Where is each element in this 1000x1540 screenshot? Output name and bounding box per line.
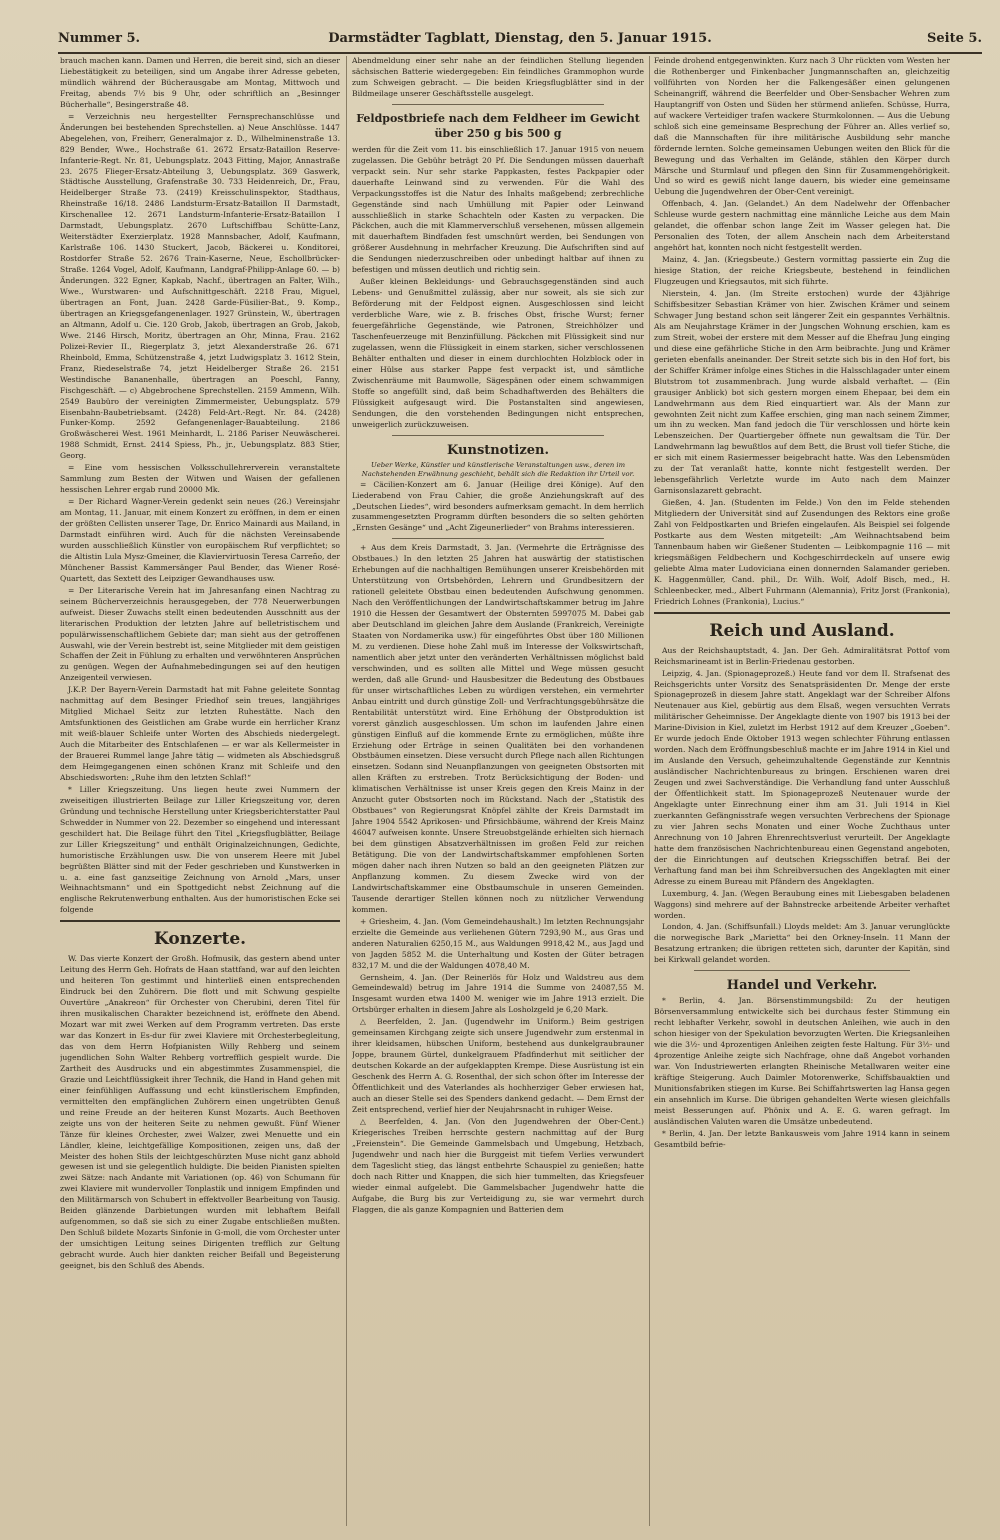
column-rule [649,56,650,1526]
article-text: Gernsheim, 4. Jan. (Der Reinerlös für Holz und Waldstreu aus dem Gemeindewald) betrug im Jahre 1914 die Summe von 24087,55 M. Insgesamt wurden etwa 1400 M. weniger wie im Jahre 1913 erzielt. Die Ortsbürger erhalten in diesem Jahre als Losholzgeld je 6,20 Mark. [352,972,644,1015]
issue-number: Nummer 5. [58,31,141,46]
article-text: = Der Richard Wagner-Verein gedenkt sein neues (26.) Vereinsjahr am Montag, 11. Januar, mit einem Konzert zu eröffnen, in dem er einen der größten Cellisten unserer Tage, Dr. Enrico Mainardi aus Mailand, in Darmstadt einführen wird. Auch für die nächsten Vereinsabende wurden ausschließlich Künstler von europäischem Ruf verpflichtet; so die Altistin Lula Mysz-Gmeiner, die Klaviervirtuosin Teresa Carreño, der Münchener Bassist Kammersänger Paul Bender, das Wiener Rosé-Quartett, das Sextett des Leipziger Gewandhauses usw. [60,497,340,583]
section-heading-kunstnotizen: Kunstnotizen. [447,442,549,458]
divider [392,538,604,539]
article-text: Offenbach, 4. Jan. (Gelandet.) An dem Nadelwehr der Offenbacher Schleuse wurde gestern nachmittag eine männliche Leiche aus dem Main gelandet, die offenbar schon lange Zeit im Wasser gelegen hat. Die Personalien des Toten, der allem Anschein nach dem Arbeiterstand angehört hat, konnten noch nicht festgestellt werden. [654,199,950,253]
column-3 [654,56,950,1528]
section-heading-handel-und-verkehr: Handel und Verkehr. [726,978,878,994]
section-heading-konzerte: Konzerte. [153,929,247,950]
article-text: * Berlin, 4. Jan. Der letzte Bankausweis vom Jahre 1914 kann in seinem Gesamtbild befrie- [654,1128,950,1149]
article-text: = Eine vom hessischen Volksschullehrerverein veranstaltete Sammlung zum Besten der Witwen und Waisen der gefallenen hessischen Lehrer ergab rund 20000 Mk. [60,463,340,495]
section-divider [654,612,950,614]
article-text: + Aus dem Kreis Darmstadt, 3. Jan. (Vermehrte die Erträgnisse des Obstbaues.) In den letzten 25 Jahren hat auswärtig der statistischen Erhebungen auf die nachhaltigen Bemühungen unserer Kreisbehörden mit Unterstützung von Ortsbehörden, Lehrern und Grundbesitzern der rationell geleitete Obstbau einen bedeutenden Aufschwung genommen. Nach den Veröffentlichungen der Landwirtschaftskammer betrug im Jahre 1910 die Hessen der Gesamtwert der Obsternten 5997075 M. Dabei gab aber Deutschland im gleichen Jahre dem Auslande (Frankreich, Vereinigte Staaten von Nordamerika usw.) für eingeführtes Obst über 180 Millionen M. zu verdienen. Diese hohe Zahl muß im Interesse der Volkswirtschaft, namentlich aber jetzt unter den veränderten Verhältnissen möglichst bald verschwinden, und es sollten alle Mittel und Wege müssen gesucht werden, daß alle Grund- und Hausbesitzer die Bedeutung des Obstbaues für unser wirtschaftliches Leben zu würdigen verstehen, ein vermehrter Anbau eintritt und durch günstige Zoll- und Verfrachtungsgebührsätze die Rentabilität unterstützt wird. Eine Erhöhung der Obstproduktion ist vorerst gänzlich ausgeschlossen. Um schon im laufenden Jahre einen günstigen Einfluß auf die kommende Ernte zu ermöglichen, müßte ihre Erziehung oder Erträge in seinen Qualitäten bei den vorhandenen Obstbäumen einsetzen. Diese versucht durch Pflege nach allen Richtungen einsetzen. Sodann sind Neuanpflanzungen von geeigneten Obstsorten mit allen Kräften zu erstreben. Trotz Berücksichtigung der Boden- und klimatischen Verhältnisse ist unser Kreis gegen den Kreis Mainz in der Anzucht guter Obstsorten noch im Rückstand. Nach der „Statistik des Obstbaues“ von Regierungsrat Knöpfel zählte der Kreis Darmstadt im Jahre 1904 5542 Aprikosen- und Pfirsichbäume, während der Kreis Mainz 46047 aufweisen konnte. Unsere Streuobstgelände erhielten sich hiernach bei dem günstigen Absatzverhältnissen im großen Feld zur reichen Betätigung. Die von der Landwirtschaftskammer empfohlenen Sorten mögen daher nach ihren Nutzen so bald an den geeigneten Plätzen zur Anpflanzung kommen. Zu diesem Zwecke wird von der Landwirtschaftskammer eine Obstbaumschule in unseren Gemeinden. Tausende derartiger Stellen können noch zu nützlicher Verwendung kommen. [352,543,644,914]
article-text: Mainz, 4. Jan. (Kriegsbeute.) Gestern vormittag passierte ein Zug die hiesige Station, der reiche Kriegsbeute, bestehend in feindlichen Flugzeugen und Kriegsautos, mit sich führte. [654,255,950,287]
article-text: brauch machen kann. Damen und Herren, die bereit sind, sich an dieser Liebestätigkeit zu beteiligen, sind um Angabe ihrer Adresse gebeten, mündlich während der Bücherausgabe am Montag, Mittwoch und Freitag, abends 7½ bis 9 Uhr, oder schriftlich an „Besinnger Bücherhalle“, Besingerstraße 48. [60,56,340,109]
section-heading-reich-und-ausland: Reich und Ausland. [709,620,895,641]
divider [694,970,910,971]
article-text: △ Beerfelden, 4. Jan. (Von den Jugendwehren der Ober-Cent.) Kriegerisches Treiben herrschte gestern nachmittag auf der Burg „Freienstein“. Die Gemeinde Gammelsbach und Umgebung, Hetzbach, Jugendwehr und nach hier die Burggeist mit tiefem Verlies verwundert dem Tageslicht stieg, das längst entbehrte Schauspiel zu genießen; hatte doch nach Ritter und Knappen, die sich hier tummelten, das Kriegsfeuer wieder einmal aufgelebt. Die Gammelsbacher Jugendwehr hatte die Aufgabe, die Burg bis zur Verteidigung zu, sie war vermehrt durch Flaggen, die als ganze Kompagnien und Batterien dem [352,1116,644,1214]
article-text: Leipzig, 4. Jan. (Spionageprozeß.) Heute fand vor dem II. Strafsenat des Reichsgerichts unter Vorsitz des Senatspräsidenten Dr. Menge der erste Spionageprozeß in diesem Jahre statt. Angeklagt war der Schreiber Alfons Neutenauer aus Kiel, gebürtig aus dem Elsaß, wegen versuchten Verrats militärischer Geheimnisse. Der Angeklagte diente von 1907 bis 1913 bei der Marine-Division in Kiel, zuletzt im Herbst 1912 auf dem Kreuzer „Goeben“. Er wurde jedoch Ende Oktober 1913 wegen schlechter Führung entlassen worden. Nach dem Eröffnungsbeschluß machte er im Jahre 1914 in Kiel und im Auslande den Versuch, geheimzuhaltende Gegenstände zur Kenntnis ausländischer Nachrichtenbureaus zu bringen. Erschienen waren drei Zeugen und zwei Sachverständige. Die Verhandlung fand unter Ausschluß der Öffentlichkeit statt. Im Spionageprozeß Neutenauer wurde der Angeklagte unter Einrechnung einer ihm am 31. Juli 1914 in Kiel zuerkannten Gefängnisstrafe wegen versuchten Verbrechens der Spionage zu vier Jahren sechs Monaten und einer Woche Zuchthaus unter Anrechnung von 10 Jahren Ehrenrechtsverlust verurteilt. Der Angeklagte hatte dem französischen Nachrichtenbureau einen Gegenstand angeboten, der die Einrichtungen auf deutschen Kriegsschiffen betraf. Bei der Verhaftung fand man bei ihm Schreibversuchen des Angeklagten mit einer Adresse zu einem Bureau mit Pfändern des Angeklagten. [654,668,950,886]
page-number: Seite 5. [927,31,982,46]
section-divider [60,920,340,922]
article-text: △ Beerfelden, 2. Jan. (Jugendwehr im Uniform.) Beim gestrigen gemeinsamen Kirchgang zeigte sich unsere Jugendwehr zum erstenmal in ihrer kleidsamen, hübschen Uniform, bestehend aus dunkelgraubrauner Joppe, braunem Gürtel, dunkelgrauem Pfadfinderhut mit seitlicher der deutschen Kokarde an der aufgeklappten Krempe. Diese Ausrüstung ist ein Geschenk des Herrn A. G. Rosenthal, der sich schon öfter im Interesse der Öffentlichkeit und des Vaterlandes als hochherziger Geber erwiesen hat, auch an dieser Stelle sei des Spenders dankend gedacht. — Dem Ernst der Zeit entsprechend, verlief hier der Neujahrsnacht in ruhiger Weise. [352,1017,644,1114]
newspaper-title-date: Darmstädter Tagblatt, Dienstag, den 5. Januar 1915. [328,31,712,46]
article-text: Nierstein, 4. Jan. (Im Streite erstochen) wurde der 43jährige Schiffsbesitzer Sebastian Krämer von hier. Zwischen Krämer und seinem Schwager Jung bestand schon seit längerer Zeit ein gespanntes Verhältnis. Als am Neujahrstage Krämer in der Jungschen Wohnung erschien, kam es zum Streit, wobei der erstere mit dem Messer auf die Ehefrau Jung einging und diese eine gefährliche Stiche in den Arm beibrachte. Jung und Krämer gerieten ebenfalls aneinander. Der Streit setzte sich bis in den Hof fort, bis der Schiffer Krämer infolge eines Stiches in die Halsschlagader unter einem Blutstrom tot zusammenbrach. Jung wurde alsbald verhaftet. — (Ein grausiger Anblick) bot sich gestern morgen einem Ehepaar, bei dem ein Landwehrmann aus dem Ried einquartiert war. Als der Mann zur gewohnten Zeit nicht zum Kaffee erschien, ging man nach seinem Zimmer, um ihn zu wecken. Man fand jedoch die Tür verschlossen und hörte kein Lebenszeichen. Der Quartiergeber öffnete nun gewaltsam die Tür. Der Landwehrmann lag bewußtlos auf dem Bett, die Brust voll tiefer Stiche, die er sich mit einem Rasiermesser beigebracht hatte. Was den Lebensmüden zu der Tat veranlaßt hatte, konnte nicht festgestellt werden. Der lebensgefährlich Verletzte wurde im Auto nach dem Mainzer Garnisonslazarett gebracht. [654,289,950,496]
article-text: = Verzeichnis neu hergestellter Fernsprechanschlüsse und Änderungen bei bestehenden Sprechstellen. a) Neue Anschlüsse. 1447 Abegelehen, von, Freiherr, Generalmajor z. D., Wilhelminenstraße 13. 829 Bender, Wwe., Hochstraße 61. 2672 Ersatz-Bataillon Reserve-Infanterie-Regt. Nr. 81, Uebungsplatz. 2043 Fitting, Major, Annastraße 23. 2675 Flieger-Ersatz-Abteilung 3, Uebungsplatz. 369 Gaswerk, Städtische Ausstellung, Grafenstraße 30. 733 Heidenreich, Dr., Frau, Heidelberger Straße 73. (2419) Kreisschulinspektor, Stadthaus, Rheinstraße 16/18. 2486 Landsturm-Ersatz-Bataillon II Darmstadt, Kirschenallee 12. 2671 Landsturm-Infanterie-Ersatz-Bataillon I Darmstadt, Uebungsplatz. 2670 Luftschiffbau Schütte-Lanz, Weiterstädter Exerzierplatz. 1928 Mannsbacher, Adolf, Kaufmann, Karlstraße 106. 1430 Stuckert, Jacob, Bäckerei u. Konditorei, Rostdorfer Straße 52. 2676 Train-Kaserne, Neue, Eschollbrücker-Straße. 1264 Vogel, Adolf, Kaufmann, Landgraf-Philipp-Anlage 60. — b) Änderungen. 322 Egner, Kapkab, Nachf., übertragen an Falter, Wilh., Wwe., Wurstwaren- und Aufschnittgeschäft. 2218 Frau, Miguel, übertragen an Font, Juan. 2428 Garde-Füsilier-Bat., 9. Komp., übertragen an Kriegsgefangenenlager. 1927 Grünstein, W., übertragen an Altmann, Adolf u. Cie. 120 Grob, Jakob, übertragen an Grob, Jakob, Wwe. 2146 Hirsch, Moritz, übertragen an Ohr, Minna, Frau. 2162 Polizei-Revier II., Riegerplatz 3, jetzt Alexanderstraße 26. 671 Rheinbold, Emma, Schützenstraße 4, jetzt Ludwigsplatz 3. 1612 Stein, Franz, Riedeselstraße 74, jetzt Heidelberger Straße 26. 2151 Westindische Bananenhalle, übertragen an Poeschl, Fanny, Fischgeschäft. — c) Abgebrochene Sprechstellen. 2159 Ammenn, Wilh. 2549 Baubüro der vereinigten Zimmermeister, Uebungsplatz. 579 Eisenbahn-Baubetriebsamt. (2428) Feld-Art.-Regt. Nr. 84. (2428) Funker-Komp. 2592 Gefangenenlager-Bauabteilung. 2186 Großwäscherei West. 1961 Meinhardt, L. 2186 Pariser Neuwäscherei. 1988 Schmidt, Ernst. 2414 Spiess, Ph., jr., Uebungsplatz. 883 Stier, Georg. [60,111,340,461]
feldpost-heading: Feldpostbriefe nach dem Feldheer im Gewicht über 250 g bis 500 g [356,111,640,140]
article-text: Gießen, 4. Jan. (Studenten im Felde.) Von den im Felde stehenden Mitgliedern der Universität sind auf Zusendungen des Rektors eine große Zahl von Feldpostkarten und Briefen eingelaufen. Als Beispiel sei folgende Postkarte aus dem Westen mitgeteilt: „Am Weihnachtsabend beim Tannenbaum haben wir Gießener Studenten — Leibkompagnie 116 — mit kriegsmäßigen Feldbechern und Kochgeschirrdeckeln auf unsere ewig geliebte Alma mater Ludoviciana einen donnernden Salamander gerieben. K. Haggenmüller, Cand. phil., Dr. Wilh. Wolf, Adolf Bisch, med., H. Schleenbecker, med., Albert Fuhrmann (Alemannia), Fritz Jorst (Frankonia), Friedrich Lohnes (Frankonia), Lucius.“ [654,498,950,606]
divider [392,435,604,436]
article-text: * Liller Kriegszeitung. Uns liegen heute zwei Nummern der zweiseitigen illustrierten Beilage zur Liller Kriegszeitung vor, deren Gründung und technische Herstellung unter Kriegsberichterstatter Paul Schwedder in Nummer von 22. Dezember so eingehend und interessant geschildert hat. Die Beilage führt den Titel „Kriegsflugblätter, Beilage zur Liller Kriegszeitung“ und enthält Originalzeichnungen, Gedichte, humoristische Erzählungen usw. Die von unserem Heere mit Jubel begrüßten Blätter sind mit der Feder geschrieben und Kunstwerken in u. a. eine fast ganzseitige Zeichnung von Arnold „Mars, unser Weihnachtsmann“ und ein Spottgedicht nebst Zeichnung auf die englische Rekrutenwerbung enthalten. Aus der humoristischen Ecke sei folgende [60,784,340,915]
column-1 [60,56,340,1528]
divider [392,104,604,105]
article-text: werden für die Zeit vom 11. bis einschließlich 17. Januar 1915 von neuem zugelassen. Die Gebühr beträgt 20 Pf. Die Sendungen müssen dauerhaft verpackt sein. Nur sehr starke Pappkasten, festes Packpapier oder dauerhafte Leinwand sind zu verwenden. Für die Wahl des Verpackungsstoffes ist die Natur des Inhalts maßgebend; zerbrechliche Gegenstände sind nach Umhüllung mit Papier oder Leinwand ausschließlich in starke Schachteln oder Kasten zu verpacken. Die Päckchen, auch die mit Klammerverschluß versehenen, müssen allgemein mit dauerhaftem Bindfaden fest umschnürt werden, bei Sendungen von größerer Ausdehnung in mehrfacher Kreuzung. Die Aufschriften sind auf die Sendungen niederzuschreiben oder unbedingt haltbar auf ihnen zu befestigen und müssen deutlich und richtig sein. [352,144,644,275]
article-text: J.K.P. Der Bayern-Verein Darmstadt hat mit Fahne geleitete Sonntag nachmittag auf dem Besinger Friedhof sein treues, langjähriges Mitglied Michael Seitz zur letzten Ruhestätte. Nach den Amtsfunktionen des Geistlichen am Grabe wurde ein herrlicher Kranz mit weiß-blauer Schleife unter Worten des Abschieds niedergelegt. Auch die Mitarbeiter des Entschlafenen — er war als Kellermeister in der Brauerei Rummel lange Jahre tätig — widmeten als Abschiedsgruß dem Heimgegangenen einen schönen Kranz mit Schleife und den Abschiedsworten: „Ruhe ihm den letzten Schlaf!“ [60,685,340,782]
column-2 [352,56,644,1528]
article-text: Feinde drohend entgegenwinkten. Kurz nach 3 Uhr rückten vom Westen her die Rothenberger und Finkenbacher Jungmannschaften an, gleichzeitig vollführten von Norden her die Falkengesäßer einen gelungenen Scheinangriff, während die Beerfelder und Ober-Sensbacher Wehren zum Hauptangriff von Osten und Süden her stürmend anliefen. Schüsse, Hurra, auf wackere Verteidiger trafen wackere Sturmkolonnen. — Aus die Uebung schloß sich eine gemeinsame Besprechung der Führer an. Alles verlief so, daß die Mannschaften für ihre militärische Ausbildung sehr manche fördernde lernten. Solche gemeinsamen Uebungen weiten den Blick für die Bewegung und das Verhalten im Gelände, stählen den Körper durch Märsche und Sturmlauf und pflegen den Sinn für Zusammengehörigkeit. Und so wird es gewiß nicht lange dauern, bis wieder eine gemeinsame Uebung die Jugendwehren der Ober-Cent vereinigt. [654,56,950,197]
article-text: * Berlin, 4. Jan. Börsenstimmungsbild: Zu der heutigen Börsenversammlung entwickelte sich bei durchaus fester Stimmung ein recht lebhafter Verkehr, sowohl in deutschen Anleihen, wie auch in den schon hiesiger von der Spekulation bevorzugten Werten. Die Kriegsanleihen wie die 3½- und 4prozentigen Anleihen zeigten feste Haltung. Für 3½- und 4prozentige Anleihe zeigte sich Nachfrage, ohne daß Angebot vorhanden war. Von Industriewerten erlangten Rheinische Metallwaren weiter eine kräftige Steigerung. Auch Daimler Motorenwerke, Schiffsbauaktien und Munitionsfabriken stiegen im Kurse. Bei Schiffahrtswerten lag Hansa gegen ein ansehnlich im Kurse. Die übrigen gehandelten Werte wiesen gleichfalls meist Besserungen auf. Phönix und A. E. G. waren gefragt. Im ausländischen Valuten waren die Umsätze unbedeutend. [654,996,950,1126]
article-text: = Der Literarische Verein hat im Jahresanfang einen Nachtrag zu seinem Bücherverzeichnis herausgegeben, der 778 Neuerwerbungen aufweist. Dieser Zuwachs stellt einen bedeutenden Ausschnitt aus der literarischen Produktion der letzten Jahre auf belletristischem und populärwissenschaftlichem Gebiete dar; man sieht aus der getroffenen Auswahl, wie der Verein bestrebt ist, seine Mitglieder mit dem geistigen Schaffen der Zeit in Fühlung zu erhalten und verwöhnteren Ansprüchen zu genügen. Wegen der Aufnahmebedingungen sei auf den heutigen Anzeigenteil verwiesen. [60,585,340,683]
article-text: Abendmeldung einer sehr nahe an der feindlichen Stellung liegenden sächsischen Batterie wiedergegeben: Ein feindliches Grammophon wurde zum Schweigen gebracht. — Die beiden Kriegsflugblätter sind in der Bildmeilage unserer Geschäftsstelle ausgelegt. [352,56,644,98]
column-rule [346,56,347,1526]
masthead [58,28,982,54]
editorial-note: Ueber Werke, Künstler und künstlerische Veranstaltungen usw., deren im Nachstehenden Erwähnung geschieht, behält sich die Redaktion ihr Urteil vor. [361,460,635,478]
article-text: Aus der Reichshauptstadt, 4. Jan. Der Geh. Admiralitätsrat Pottof vom Reichsmarineamt ist in Berlin-Friedenau gestorben. [654,645,950,666]
article-text: + Griesheim, 4. Jan. (Vom Gemeindehaushalt.) Im letzten Rechnungsjahr erzielte die Gemeinde aus verliehenen Gütern 7293,90 M., aus Gras und anderen Naturalien 6250,15 M., aus Waldungen 9918,42 M., aus Jagd und von Jagden 5852 M. die Unterhaltung und Kosten der Güter betragen 832,17 M. und die der Waldungen 4078,40 M. [352,916,644,970]
article-text: Luxemburg, 4. Jan. (Wegen Beraubung eines mit Liebesgaben beladenen Waggons) sind mehrere auf der Bahnstrecke arbeitende Arbeiter verhaftet worden. [654,888,950,920]
article-text: = Cäcilien-Konzert am 6. Januar (Heilige drei Könige). Auf den Liederabend von Frau Cahier, die große Anziehungskraft auf des „Deutschen Liedes“, wird besonders aufmerksam gemacht. In dem herrlich zusammengesetzten Programm dürften besonders die so selten gehörten „Ernsten Gesänge“ und „Acht Zigeunerlieder“ von Brahms interessieren. [352,479,644,533]
article-text: W. Das vierte Konzert der Großh. Hofmusik, das gestern abend unter Leitung des Herrn Geh. Hofrats de Haan stattfand, war auf den leichten und heiteren Ton gestimmt und hinterließ einen entsprechenden Eindruck bei den Zuhörern. Die flott und mit Schwung gespielte Ouvertüre „Anakreon“ für Orchester von Cherubini, deren Titel für ihren musikalischen Charakter bezeichnend ist, eröffnete den Abend. Mozart war mit zwei Werken auf dem Programm vertreten. Das erste war das Konzert in Es-dur für zwei Klaviere mit Orchesterbegleitung, das von dem Herrn Hofpianisten Willy Rehberg und seinem jugendlichen Sohn Walter Rehberg vortrefflich gespielt wurde. Die Zartheit des Ausdrucks und ein abgestimmtes Zusammenspiel, die Grazie und Leichtflüssigkeit ihrer Technik, die Hand in Hand gehen mit einer feinfühligen Auffassung und echt künstlerischem Empfinden, vermittelten den empfänglichen Zuhörern einen ungetrübten Genuß und reine Freude an der heiteren Kunst Mozarts. Auch Beethoven zeigte uns von der heiteren Seite zu nehmen gewußt. Fünf Wiener Tänze für kleines Orchester, zwei Walzer, zwei Menuette und ein Ländler, kleine, leichtgefällige Kompositionen, zeigen uns, daß der Meister des hohen Stils der leichtgeschürzten Muse nicht ganz abhold gewesen ist und sie gelegentlich huldigte. Die beiden Pianisten spielten zwei Sätze: nach Andante mit Variationen (op. 46) von Schumann für zwei Klaviere mit wundervoller Tonplastik und innigem Empfinden und den Militärmarsch von Schubert in effektvoller Bearbeitung von Tausig. Beiden glänzende Darbietungen wurden mit lebhaftem Beifall aufgenommen, so daß sie sich zu einer Zugabe entschließen mußten. Den Schluß bildete Mozarts Sinfonie in G-moll, die vom Orchester unter der umsichtigen Leitung seines Dirigenten trefflich zur Geltung gebracht wurde. Auch hier dankten reicher Beifall und Begeisterung geeignet, bis den Schluß des Abends. [60,954,340,1271]
article-text: London, 4. Jan. (Schiffsunfall.) Lloyds meldet: Am 3. Januar verunglückte die norwegische Bark „Marietta“ bei den Orkney-Inseln. 11 Mann der Besatzung ertranken; die übrigen retteten sich, darunter der Kapitän, sind bei Kirkwall gelandet worden. [654,922,950,965]
article-text: Außer kleinen Bekleidungs- und Gebrauchsgegenständen sind auch Lebens- und Genußmittel zulässig, aber nur soweit, als sie sich zur Beförderung mit der Feldpost eignen. Ausgeschlossen sind leicht verderbliche Ware, wie z. B. frisches Obst, frische Wurst; ferner feuergefährliche Gegenstände, wie Patronen, Streichhölzer und Taschenfeuerzeuge mit Benzinfüllung. Päckchen mit Flüssigkeit sind nur zugelassen, wenn die Flüssigkeit in einem starken, sicher verschlossenen Behälter enthalten und dieser in einem durchlochten Holzblock oder in einer Hülse aus starker Pappe fest verpackt ist, und sämtliche Zwischenräume mit Baumwolle, Sägespänen oder einem schwammigen Stoffe so angefüllt sind, daß beim Schadhaftwerden des Behälters die Flüssigkeit aufgesaugt wird. Die Postanstalten sind angewiesen, Sendungen, die den vorstehenden Bedingungen nicht entsprechen, unweigerlich zurückzuweisen. [352,277,644,429]
